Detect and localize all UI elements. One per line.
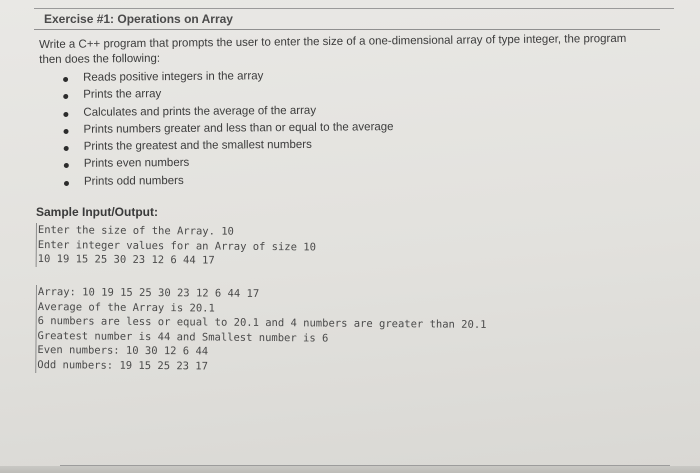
console-line: Odd numbers: 19 15 25 23 17	[37, 358, 209, 373]
list-item: Prints numbers greater and less than or equal to the average	[60, 119, 393, 139]
exercise-title: Exercise #1: Operations on Array	[44, 12, 233, 26]
console-line: Average of the Array is 20.1	[37, 300, 215, 315]
intro-line-1: Write a C++ program that prompts the user to enter the size of a one-dimensional array of type integer, the program	[39, 32, 627, 51]
console-line: Enter the size of the Array. 10	[37, 224, 234, 238]
list-item: Calculates and prints the average of the array	[60, 102, 393, 122]
bullet-icon	[64, 146, 69, 151]
console-line: Enter integer values for an Array of size 10	[37, 238, 317, 254]
list-item: Prints even numbers	[61, 154, 394, 174]
bullet-icon	[64, 181, 69, 186]
bullet-icon	[63, 77, 68, 82]
intro-line-2: then does the following:	[39, 52, 161, 66]
bullet-icon	[64, 129, 69, 134]
sample-input-block	[36, 223, 317, 269]
exercise-intro	[39, 31, 669, 68]
list-item: Prints the greatest and the smallest numbers	[61, 136, 394, 156]
page-bottom-edge	[0, 466, 700, 473]
list-item: Prints odd numbers	[61, 171, 394, 191]
console-line: Greatest number is 44 and Smallest number is 6	[37, 329, 329, 345]
sample-heading: Sample Input/Output:	[36, 205, 158, 219]
requirements-list	[60, 67, 394, 191]
bullet-icon	[63, 112, 68, 117]
list-item: Reads positive integers in the array	[60, 67, 393, 87]
console-line: 10 19 15 25 30 23 12 6 44 17	[37, 253, 215, 267]
bullet-icon	[63, 94, 68, 99]
sample-output-block	[35, 285, 487, 376]
console-line: 6 numbers are less or equal to 20.1 and 4 numbers are greater than 20.1	[37, 315, 487, 332]
list-item: Prints the array	[60, 84, 393, 104]
bullet-icon	[64, 163, 69, 168]
console-line: Array: 10 19 15 25 30 23 12 6 44 17	[37, 286, 260, 300]
console-line: Even numbers: 10 30 12 6 44	[37, 344, 209, 358]
